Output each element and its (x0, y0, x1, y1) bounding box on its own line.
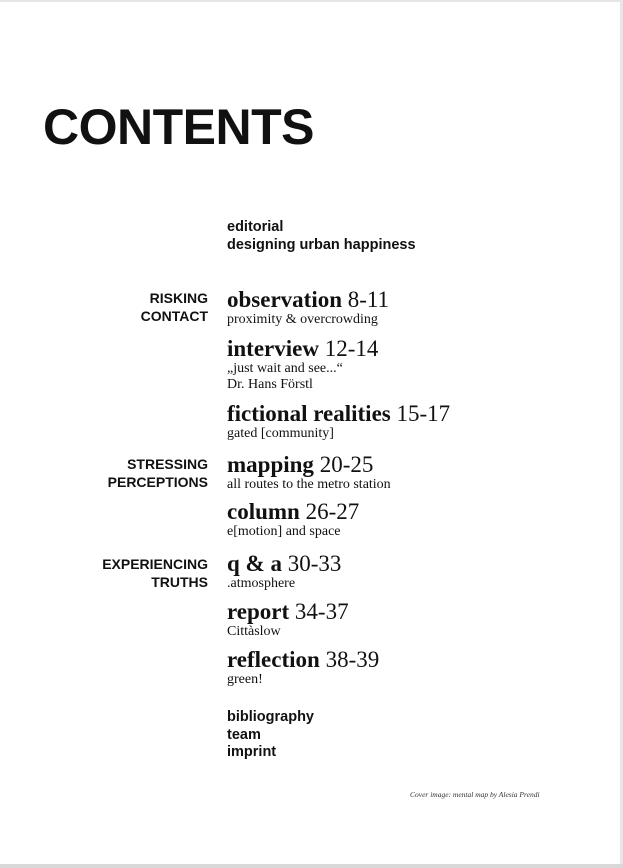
entry-pages: 38-39 (325, 647, 380, 672)
entry-title: report (227, 599, 290, 624)
section-label-line: TRUTHS (151, 574, 208, 590)
page-bottom-edge (0, 864, 623, 868)
entry-title: interview (227, 336, 319, 361)
toc-entry-q-and-a[interactable] (227, 552, 341, 592)
backmatter-bibliography[interactable]: bibliography (227, 709, 314, 725)
entry-subtitle: green! (227, 672, 263, 687)
toc-entry-reflection[interactable] (227, 648, 379, 688)
entry-subtitle: gated [community] (227, 426, 334, 441)
toc-entry-observation[interactable] (227, 288, 389, 328)
entry-pages: 12-14 (324, 336, 379, 361)
section-label-risking-contact (141, 289, 208, 325)
entry-pages: 8-11 (347, 287, 390, 312)
backmatter-team[interactable]: team (227, 727, 261, 743)
document-page (0, 2, 620, 864)
entry-title: observation (227, 287, 342, 312)
entry-title: fictional realities (227, 401, 391, 426)
entry-subtitle: Cittàslow (227, 624, 281, 639)
section-label-line: PERCEPTIONS (107, 474, 208, 490)
section-label-line: CONTACT (140, 308, 208, 324)
toc-entry-interview[interactable] (227, 337, 378, 393)
entry-title: column (227, 499, 300, 524)
section-label-line: EXPERIENCING (102, 556, 208, 572)
entry-subtitle: all routes to the metro station (227, 477, 391, 492)
entry-subtitle: proximity & overcrowding (227, 312, 378, 327)
section-label-experiencing-truths (102, 555, 208, 591)
entry-pages: 26-27 (305, 499, 360, 524)
page-title: CONTENTS (43, 99, 314, 155)
entry-pages: 30-33 (287, 551, 342, 576)
entry-subtitle: e[motion] and space (227, 524, 341, 539)
entry-title: q & a (227, 551, 282, 576)
entry-title: reflection (227, 647, 320, 672)
backmatter-imprint[interactable]: imprint (227, 744, 277, 760)
toc-entry-mapping[interactable] (227, 453, 391, 493)
section-label-stressing-perceptions (108, 455, 208, 491)
entry-pages: 34-37 (294, 599, 349, 624)
intro-editorial: editorial (227, 219, 284, 235)
toc-entry-column[interactable] (227, 500, 359, 540)
toc-entry-fictional-realities[interactable] (227, 402, 450, 442)
intro-subtitle: designing urban happiness (227, 237, 416, 253)
toc-entry-report[interactable] (227, 600, 349, 640)
cover-image-credit: Cover image: mental map by Alesia Prendi (410, 790, 540, 799)
entry-subtitle: „just wait and see...“ (227, 361, 343, 376)
section-label-line: STRESSING (127, 456, 208, 472)
entry-subtitle-author: Dr. Hans Förstl (227, 377, 313, 392)
entry-pages: 15-17 (396, 401, 451, 426)
section-label-line: RISKING (149, 290, 208, 306)
entry-subtitle: .atmosphere (227, 576, 296, 591)
entry-pages: 20-25 (319, 452, 374, 477)
entry-title: mapping (227, 452, 314, 477)
